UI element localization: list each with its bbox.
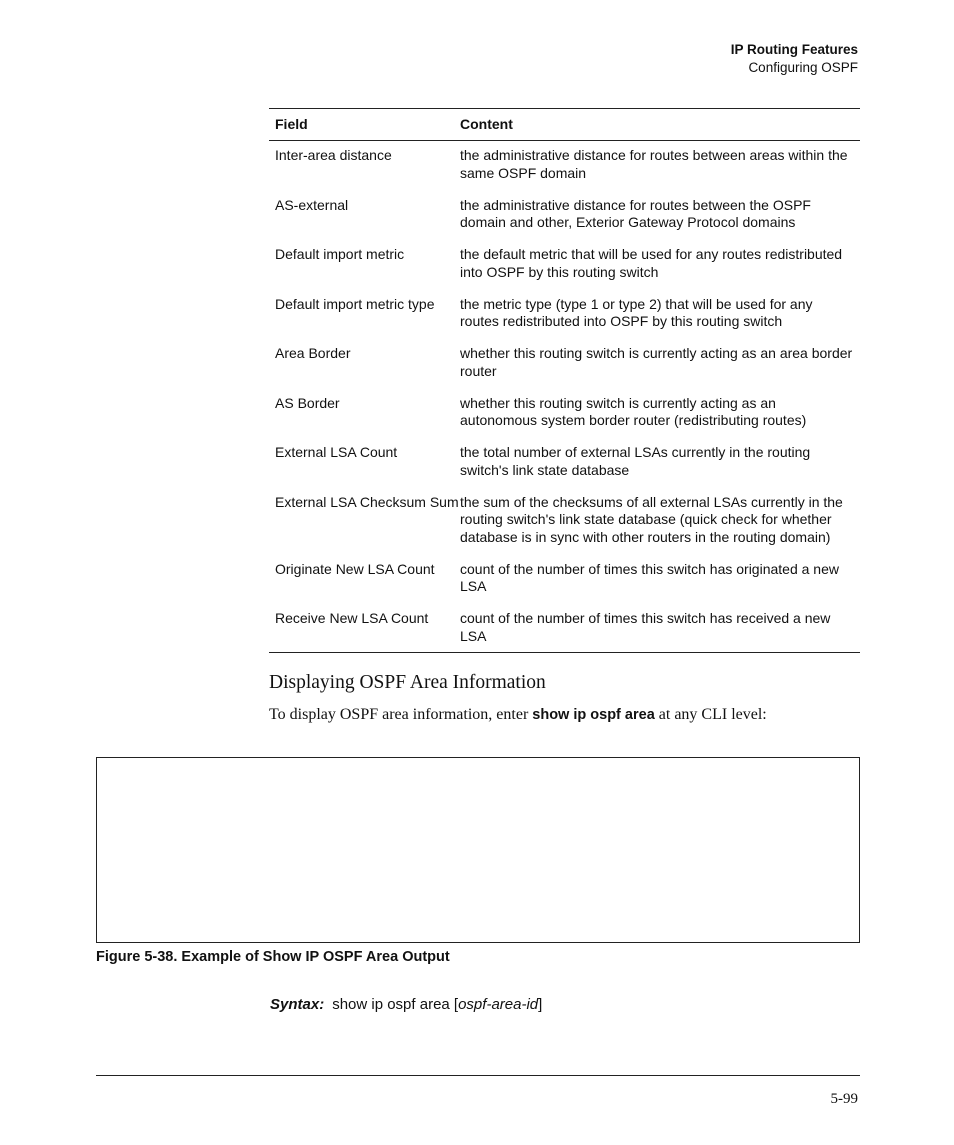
table-header-row	[269, 109, 860, 141]
syntax-close-bracket: ]	[538, 996, 543, 1013]
footer-divider	[96, 1075, 860, 1076]
field-cell: Default import metric	[275, 246, 405, 262]
syntax-line	[270, 996, 542, 1013]
table-row	[269, 610, 860, 645]
page-number: 5-99	[830, 1091, 858, 1107]
field-cell: AS-external	[275, 196, 349, 213]
content-cell: whether this routing switch is currently acting as an autonomous system border router (redistributing routes)	[460, 394, 807, 428]
content-cell: the administrative distance for routes between areas within the same OSPF domain	[460, 147, 848, 181]
table-row	[269, 395, 860, 430]
content-cell: the total number of external LSAs currently in the routing switch's link state database	[460, 444, 811, 478]
field-cell: Default import metric type	[275, 295, 435, 312]
intro-text-after: at any CLI level:	[654, 706, 767, 723]
running-head	[731, 41, 858, 77]
table-row	[269, 561, 860, 596]
field-cell: Receive New LSA Count	[275, 610, 429, 626]
syntax-argument: ospf-area-id	[458, 996, 539, 1013]
table-row	[269, 147, 860, 182]
field-cell: External LSA Checksum Sum	[275, 493, 459, 510]
field-description-table	[269, 108, 860, 653]
table-row	[269, 444, 860, 479]
running-head-title: IP Routing Features	[730, 42, 858, 57]
table-row	[269, 296, 860, 331]
content-cell: the metric type (type 1 or type 2) that will be used for any routes redistributed into OSPF by this routing switch	[460, 295, 813, 329]
content-cell: the administrative distance for routes between the OSPF domain and other, Exterior Gateway Protocol domains	[460, 196, 811, 230]
intro-text-before: To display OSPF area information, enter	[269, 706, 533, 723]
running-head-subtitle: Configuring OSPF	[748, 60, 858, 75]
intro-paragraph	[269, 706, 767, 724]
field-cell: External LSA Count	[275, 444, 398, 460]
table-body	[269, 141, 860, 652]
content-cell: count of the number of times this switch has originated a new LSA	[460, 560, 839, 594]
content-cell: the default metric that will be used for any routes redistributed into OSPF by this routing switch	[460, 246, 843, 280]
column-header-field: Field	[275, 115, 308, 132]
table-row	[269, 197, 860, 232]
content-cell: whether this routing switch is currently acting as an area border router	[460, 345, 853, 379]
field-cell: AS Border	[275, 394, 340, 411]
column-header-content: Content	[460, 115, 513, 132]
table-row	[269, 246, 860, 281]
syntax-command: show ip ospf area [	[332, 996, 459, 1013]
section-heading: Displaying OSPF Area Information	[269, 672, 546, 693]
field-cell: Inter-area distance	[275, 147, 392, 163]
content-cell: the sum of the checksums of all external LSAs currently in the routing switch's link state database (quick check for whether database is in sync with other routers in the routing domain)	[460, 493, 843, 545]
content-cell: count of the number of times this switch has received a new LSA	[460, 610, 831, 644]
intro-command: show ip ospf area	[532, 707, 655, 723]
syntax-label: Syntax:	[270, 996, 325, 1013]
field-cell: Area Border	[275, 345, 351, 361]
field-cell: Originate New LSA Count	[275, 560, 435, 577]
table-row	[269, 345, 860, 380]
table-row	[269, 494, 860, 547]
figure-caption: Figure 5-38. Example of Show IP OSPF Area Output	[96, 949, 450, 965]
figure-output-box	[96, 757, 860, 943]
